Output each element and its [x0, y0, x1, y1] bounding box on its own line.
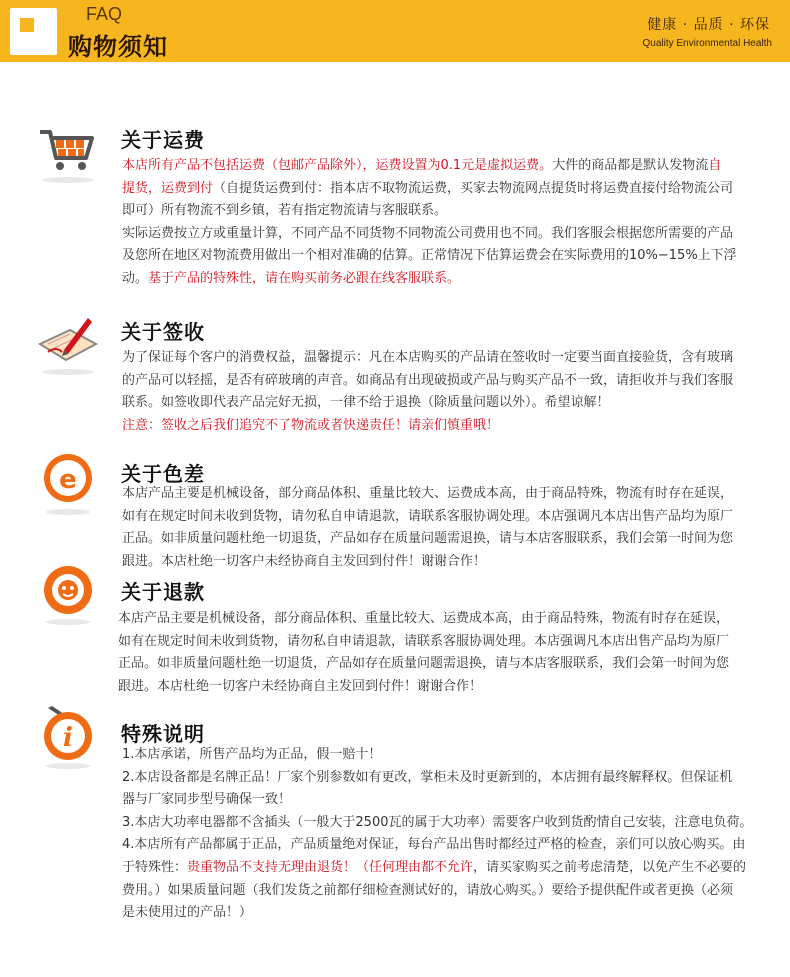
body-line [118, 653, 770, 676]
body-text: （自提货运费到付：指本店不取物流运费，买家去物流网点提货时将运费直接付给物流公司 [213, 180, 734, 196]
body-line [122, 528, 770, 551]
body-text: 1.本店承诺，所售产品均为正品，假一赔十！ [122, 747, 382, 762]
body-line [122, 483, 770, 506]
body-text: 如有在规定时间未收到货物，请勿私自申请退款，请联系客服协调处理。本店强调凡本店出售产品均为原厂 [118, 633, 730, 649]
body-text: 即可）所有物流不到乡镇，若有指定物流请与客服联系。 [122, 203, 448, 219]
section-body-color-diff [122, 483, 770, 573]
info-icon [34, 702, 102, 770]
body-line [122, 880, 770, 903]
body-line [118, 676, 770, 699]
section-refund [0, 576, 790, 706]
highlight-text: 本店所有产品不包括运费（包邮产品除外），运费设置为0.1元是虚拟运费。 [122, 158, 553, 173]
section-body-special [122, 744, 770, 925]
body-text: 4.本店所有产品都属于正品，产品质量绝对保证，每台产品出售时都经过严格的检查，亲们可以放心购买。由 [122, 837, 746, 853]
body-text: 及您所在地区对物流费用做出一个相对准确的估算。正常情况下估算运费会在实际费用的10%−15%上下浮 [122, 248, 737, 264]
body-text: 跟进。本店杜绝一切客户未经协商自主发回到付件！谢谢合作！ [122, 553, 487, 569]
highlight-text: 基于产品的特殊性，请在购买前务必跟在线客服联系。 [148, 270, 461, 286]
body-line [122, 200, 770, 223]
body-line [118, 608, 770, 631]
body-text: 动。 [122, 270, 149, 286]
section-color-diff [0, 456, 790, 576]
body-line [122, 347, 770, 370]
body-text: 跟进。本店杜绝一切客户未经协商自主发回到付件！谢谢合作！ [118, 678, 483, 694]
body-text: ，请买家购买之前考虑清楚，以免产生不必要的 [473, 859, 747, 875]
brand-slogan-en: Quality Environmental Health [642, 38, 772, 49]
section-title-special: 特殊说明 [121, 722, 205, 746]
section-title-signing: 关于签收 [121, 320, 205, 344]
body-line [122, 767, 770, 790]
body-text: 器与厂家同步型号确保一致！ [122, 792, 292, 808]
body-text: 实际运费按立方或重量计算，不同产品不同货物不同物流公司费用也不同。我们客服会根据您所需要的产品 [122, 225, 734, 241]
faq-logo-icon [10, 8, 57, 55]
body-text: 正品。如非质量问题杜绝一切退货，产品如存在质量问题需退换，请与本店客服联系，我们会第一时间为您 [122, 531, 734, 547]
body-text: 为了保证每个客户的消费权益，温馨提示：凡在本店购买的产品请在签收时一定要当面直接验货，含有玻璃 [122, 350, 734, 365]
body-text: 3.本店大功率电器都不含插头（一般大于2500瓦的属于大功率）需要客户收到货酌情自己安装，注意电负荷。 [122, 814, 753, 830]
section-title-shipping: 关于运费 [121, 128, 205, 152]
header-banner [0, 0, 790, 62]
body-line [122, 415, 770, 438]
body-line [122, 268, 770, 291]
body-line [122, 789, 770, 812]
section-shipping [0, 122, 790, 302]
body-text: 正品。如非质量问题杜绝一切退货，产品如存在质量问题需退换，请与本店客服联系，我们会第一时间为您 [118, 656, 730, 672]
body-line [122, 178, 770, 201]
body-text: 费用。）如果质量问题（我们发货之前都仔细检查测试好的，请放心购买。）要给予提供配件或者更换（必须 [122, 882, 734, 898]
highlight-text: 注意：签收之后我们追究不了物流或者快递责任！请亲们慎重哦！ [122, 417, 500, 433]
section-signing [0, 314, 790, 444]
highlight-text: 贵重物品不支持无理由退货！（任何理由都不允许 [187, 859, 474, 875]
cart-icon [34, 122, 102, 190]
svg-text:e: e [59, 465, 77, 495]
section-body-refund [118, 608, 770, 698]
body-line [122, 812, 770, 835]
body-text: 本店产品主要是机械设备，部分商品体积、重量比较大、运费成本高，由于商品特殊，物流有时存在延误， [118, 611, 730, 626]
body-line [122, 155, 770, 178]
faq-label: FAQ [86, 4, 123, 24]
section-body-signing [122, 347, 770, 437]
body-line [122, 744, 770, 767]
body-line [122, 551, 770, 574]
body-line [122, 506, 770, 529]
body-text: 的产品可以轻摇，是否有碎玻璃的声音。如商品有出现破损或产品与购买产品不一致，请拒收并与我们客服 [122, 372, 734, 388]
refund-face-icon [34, 560, 102, 628]
body-text: 联系。如签收即代表产品完好无损，一律不给于退换（除质量问题以外）。希望谅解！ [122, 395, 610, 411]
highlight-text: 自 [708, 158, 722, 173]
body-line [122, 902, 770, 925]
page-title: 购物须知 [68, 33, 168, 61]
body-text: 如有在规定时间未收到货物，请勿私自申请退款，请联系客服协调处理。本店强调凡本店出售产品均为原厂 [122, 508, 734, 524]
section-body-shipping [122, 155, 770, 291]
highlight-text: 提货，运费到付 [122, 180, 214, 196]
svg-text:i: i [63, 723, 73, 753]
body-text: 2.本店设备都是名牌正品！厂家个别参数如有更改，掌柜未及时更新到的，本店拥有最终解释权。但保证机 [122, 769, 733, 785]
body-line [122, 223, 770, 246]
section-title-refund: 关于退款 [121, 580, 205, 604]
body-line [122, 370, 770, 393]
body-text: 是未使用过的产品！） [122, 905, 253, 921]
body-line [122, 392, 770, 415]
body-line [122, 834, 770, 857]
sign-pen-icon [34, 314, 102, 382]
brand-slogan: 健康 · 品质 · 环保 [647, 17, 770, 33]
body-text: 于特殊性： [122, 859, 188, 875]
body-line [122, 245, 770, 268]
body-text: 本店产品主要是机械设备，部分商品体积、重量比较大、运费成本高，由于商品特殊，物流有时存在延误， [122, 486, 734, 501]
body-line [122, 857, 770, 880]
body-line [118, 631, 770, 654]
section-special [0, 714, 790, 944]
ie-color-icon [34, 450, 102, 518]
body-text: 大件的商品都是默认发物流 [552, 158, 709, 173]
section-title-color-diff: 关于色差 [121, 462, 205, 486]
